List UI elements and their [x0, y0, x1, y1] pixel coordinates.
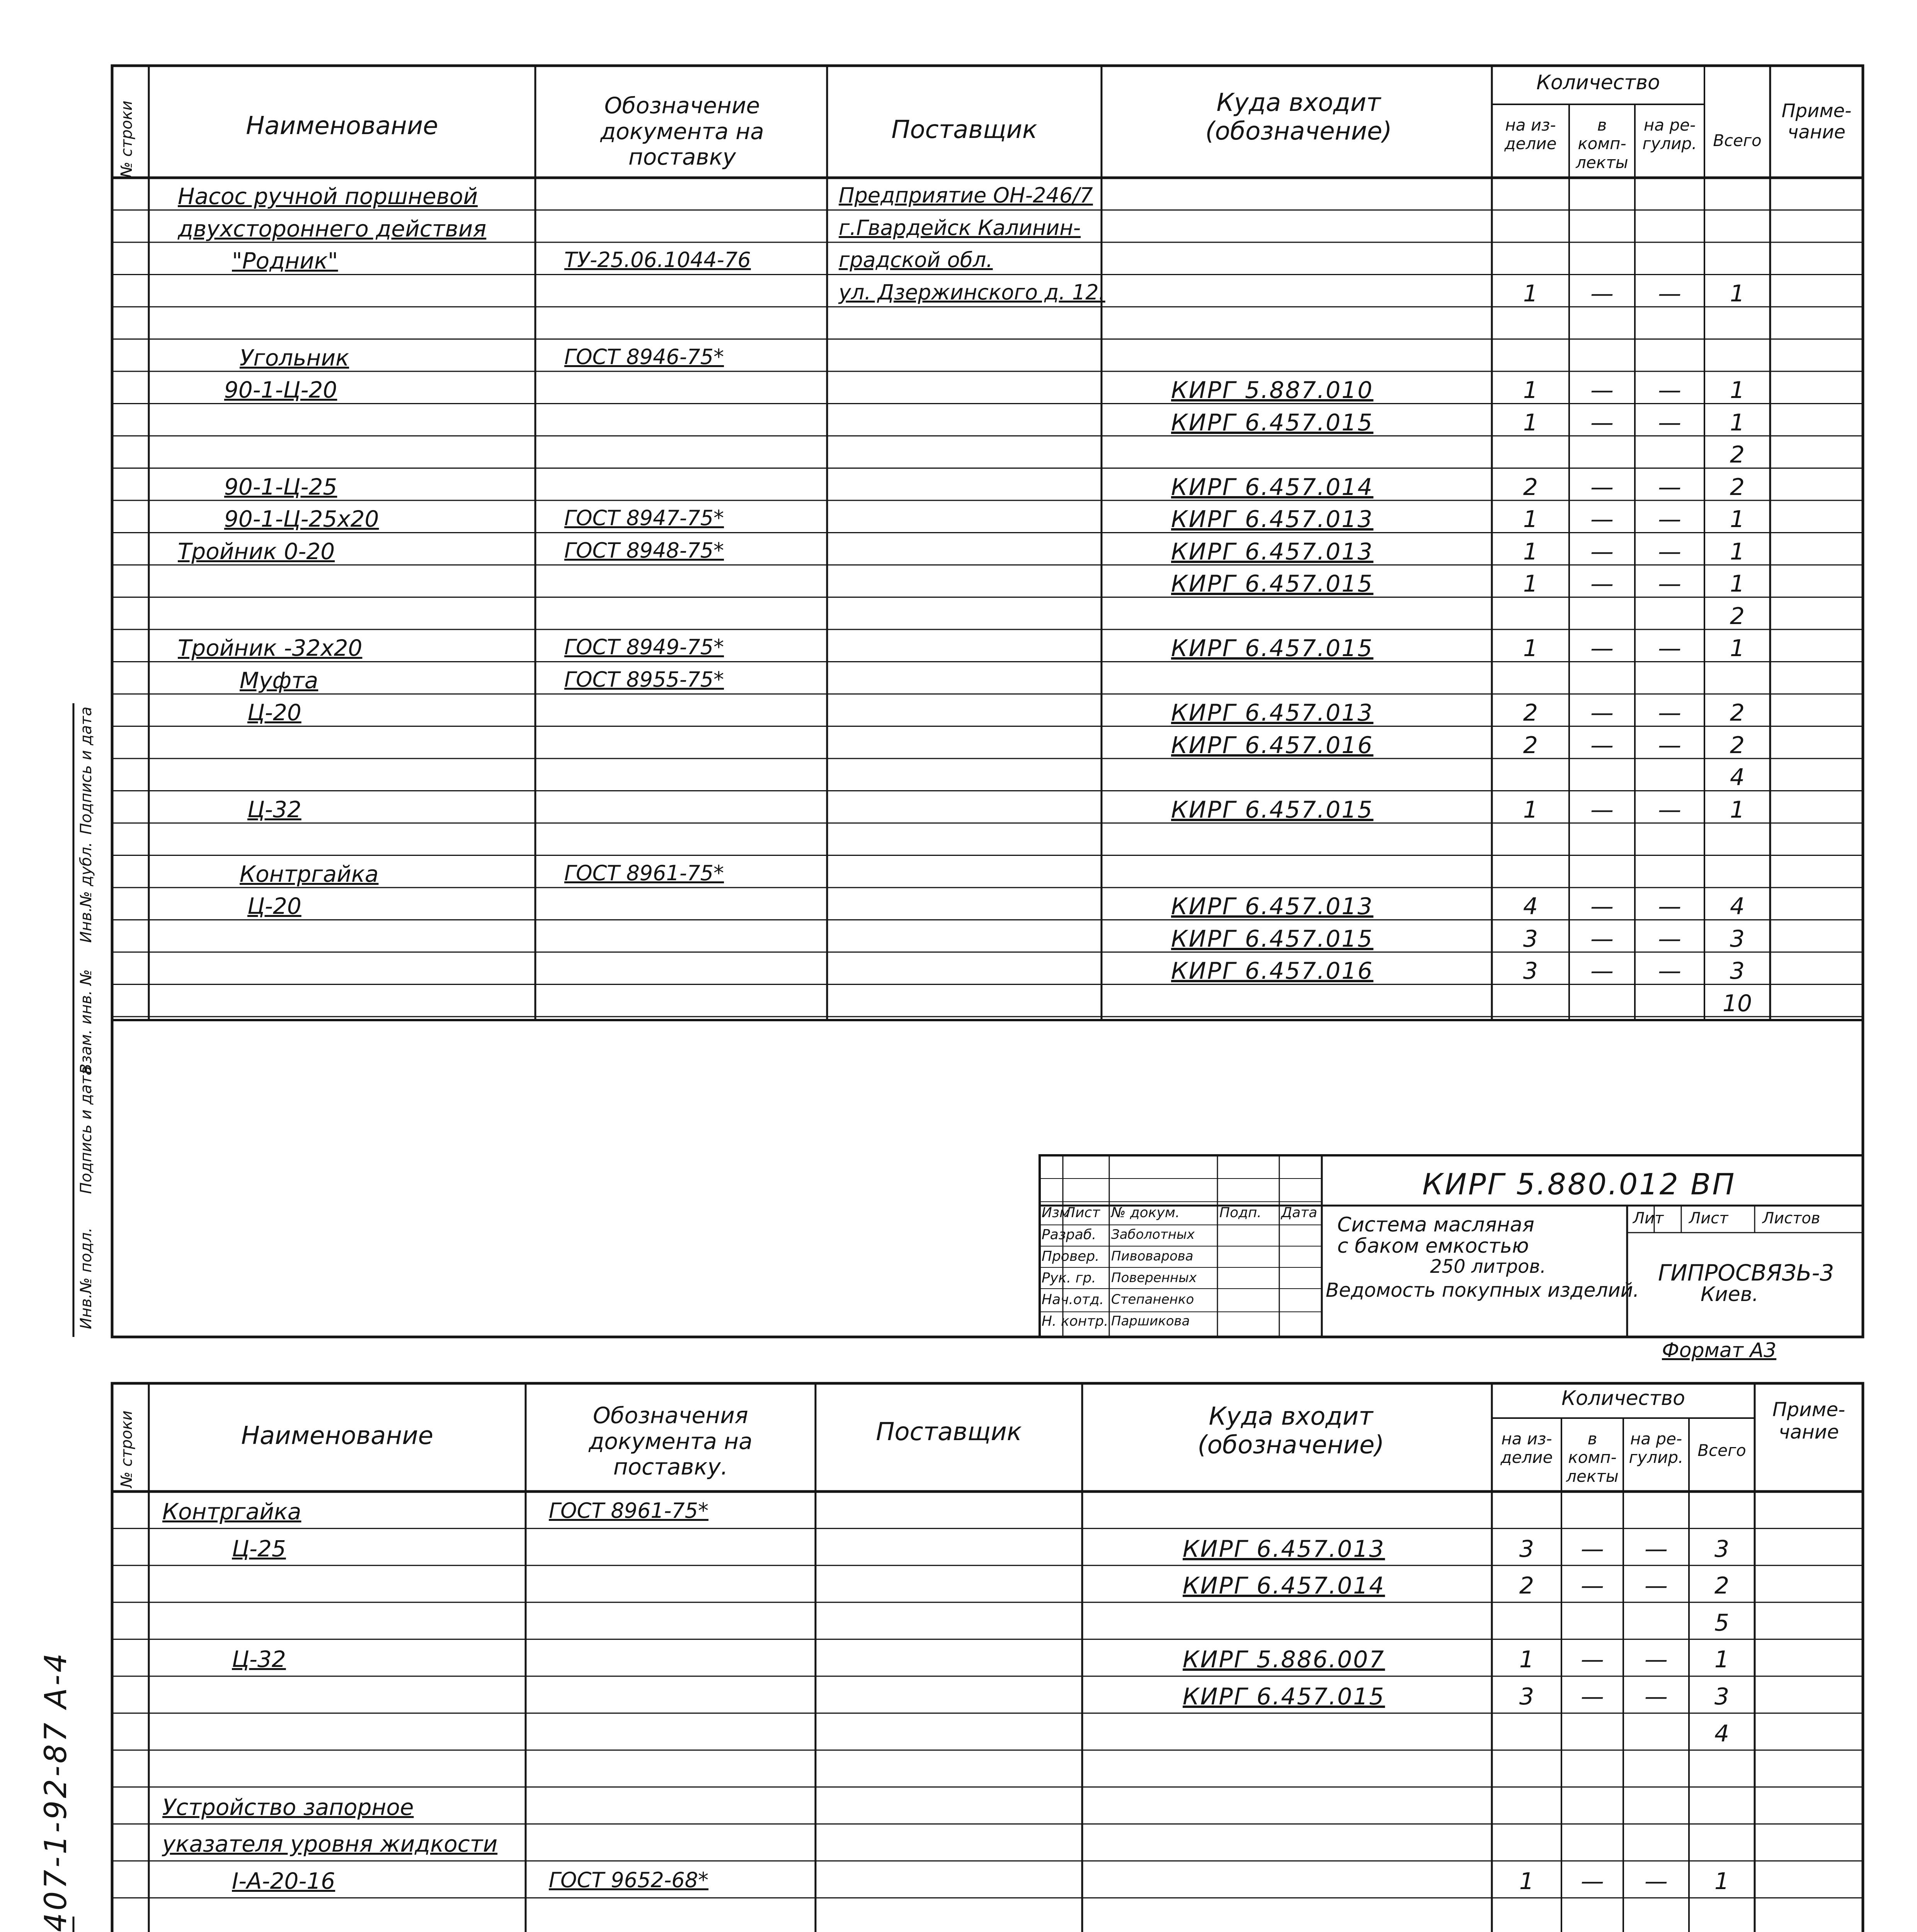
header-qty-reg: на ре-гулир. — [1629, 1429, 1684, 1467]
row-qty-kit: — — [1590, 538, 1614, 565]
row-dest: КИРГ 6.457.015 — [1171, 635, 1374, 662]
row-name: Угольник — [240, 344, 349, 371]
row-supplier: ул. Дзержинского д. 12. — [839, 280, 1105, 304]
header-note: Приме-чание — [1781, 100, 1852, 143]
header-name: Наименование — [246, 112, 438, 140]
row-qty-kit: — — [1590, 731, 1614, 759]
row-name: Ц-32 — [232, 1646, 286, 1673]
row-dest: КИРГ 6.457.014 — [1171, 473, 1374, 501]
row-name: 90-1-Ц-25 — [224, 473, 337, 500]
row-qty-kit: — — [1590, 893, 1614, 920]
row-qty-item: 3 — [1523, 925, 1538, 952]
stamp-role: Провер. — [1042, 1248, 1100, 1264]
header-supplier: Поставщик — [876, 1418, 1022, 1446]
row-qty-item: 2 — [1519, 1572, 1534, 1600]
row-qty-total: 4 — [1714, 1720, 1730, 1747]
row-qty-total: 1 — [1730, 796, 1745, 823]
row-name: Ц-20 — [247, 699, 301, 726]
row-dest: КИРГ 6.457.013 — [1171, 506, 1374, 533]
row-qty-total: 1 — [1730, 409, 1745, 436]
row-doc: ГОСТ 9652-68* — [549, 1868, 709, 1892]
row-doc: ГОСТ 8961-75* — [549, 1498, 709, 1523]
row-qty-kit: — — [1590, 635, 1614, 662]
header-row-no: № строки — [118, 1410, 136, 1488]
row-qty-total: 1 — [1730, 377, 1745, 404]
row-doc: ГОСТ 8948-75* — [564, 538, 724, 563]
row-qty-total: 4 — [1730, 764, 1745, 791]
row-qty-total: 5 — [1714, 1609, 1730, 1636]
row-qty-total: 3 — [1730, 957, 1745, 985]
title-format: Формат А3 — [1662, 1339, 1777, 1362]
row-qty-total: 3 — [1714, 1683, 1730, 1710]
row-dest: КИРГ 6.457.015 — [1171, 925, 1374, 952]
row-qty-reg: — — [1658, 280, 1681, 307]
row-qty-reg: — — [1645, 1646, 1668, 1673]
row-dest: КИРГ 5.887.010 — [1171, 377, 1374, 404]
row-doc: ГОСТ 8949-75* — [564, 635, 724, 659]
row-dest: КИРГ 6.457.016 — [1171, 731, 1374, 759]
sheet-2 — [0, 1376, 1917, 1932]
row-name: Ц-20 — [247, 893, 301, 919]
row-qty-item: 1 — [1523, 570, 1538, 597]
row-name: I-А-20-16 — [232, 1868, 335, 1894]
row-qty-kit: — — [1590, 796, 1614, 823]
row-dest: КИРГ 6.457.015 — [1171, 409, 1374, 436]
margin-label-1: Инв.№ подл. — [77, 1227, 95, 1329]
row-qty-reg: — — [1645, 1683, 1668, 1710]
row-doc: ГОСТ 8955-75* — [564, 667, 724, 692]
row-qty-total: 1 — [1730, 570, 1745, 597]
title-line-4: Ведомость покупных изделий. — [1326, 1279, 1639, 1301]
header-qty-title: Количество — [1536, 71, 1660, 94]
title-lists-label: Листов — [1762, 1209, 1820, 1227]
header-doc: Обозначение документа на поставку — [600, 92, 764, 170]
title-line-1: Система масляная — [1337, 1213, 1534, 1236]
row-qty-item: 3 — [1523, 957, 1538, 985]
stamp-person: Степаненко — [1111, 1292, 1194, 1307]
row-qty-item: 3 — [1519, 1683, 1534, 1710]
header-qty-item: на из-делие — [1500, 1429, 1553, 1467]
row-dest: КИРГ 6.457.013 — [1171, 699, 1374, 726]
header-qty-total: Всего — [1713, 131, 1762, 150]
row-qty-reg: — — [1658, 796, 1681, 823]
row-qty-kit: — — [1590, 280, 1614, 307]
stamp-person: Поверенных — [1111, 1270, 1197, 1286]
row-qty-kit: — — [1590, 570, 1614, 597]
row-name: Ц-32 — [247, 796, 301, 823]
stamp-role: Нач.отд. — [1042, 1292, 1104, 1308]
row-qty-reg: — — [1658, 699, 1681, 726]
row-qty-item: 1 — [1523, 377, 1538, 404]
row-dest: КИРГ 6.457.013 — [1183, 1535, 1385, 1563]
header-qty-title: Количество — [1561, 1387, 1685, 1410]
header-note: Приме-чание — [1772, 1398, 1845, 1443]
row-qty-reg: — — [1658, 893, 1681, 920]
row-name: Насос ручной поршневой — [178, 183, 478, 209]
row-qty-reg: — — [1645, 1572, 1668, 1600]
margin-label-3: Взам. инв. № — [77, 969, 95, 1074]
row-qty-reg: — — [1658, 473, 1681, 501]
stamp-role: Разраб. — [1042, 1227, 1096, 1243]
row-qty-reg: — — [1658, 409, 1681, 436]
row-name: Муфта — [240, 667, 318, 694]
header-name: Наименование — [241, 1422, 434, 1450]
row-qty-reg: — — [1658, 731, 1681, 759]
row-qty-kit: — — [1590, 506, 1614, 533]
margin-label-5: Подпись и дата — [77, 706, 95, 835]
row-name: Тройник 0-20 — [178, 538, 335, 565]
stamp-col-label: Дата — [1281, 1205, 1318, 1221]
row-qty-reg: — — [1658, 538, 1681, 565]
header-supplier: Поставщик — [891, 116, 1037, 144]
row-qty-kit: — — [1581, 1535, 1604, 1563]
row-qty-item: 1 — [1523, 506, 1538, 533]
margin-label-2: Подпись и дата — [77, 1066, 95, 1194]
row-qty-total: 4 — [1730, 893, 1745, 920]
header-dest: Куда входит (обозначение) — [1197, 1402, 1384, 1459]
title-org-1: ГИПРОСВЯЗЬ-3 — [1658, 1260, 1834, 1286]
row-qty-total: 1 — [1730, 538, 1745, 565]
row-doc: ГОСТ 8961-75* — [564, 861, 724, 885]
row-name: 90-1-Ц-20 — [224, 377, 337, 403]
row-doc: ГОСТ 8946-75* — [564, 344, 724, 369]
row-qty-total: 10 — [1722, 990, 1752, 1017]
row-qty-total: 2 — [1714, 1572, 1730, 1600]
row-name: двухстороннего действия — [178, 215, 487, 242]
row-qty-total: 2 — [1730, 731, 1745, 759]
row-doc: ГОСТ 8947-75* — [564, 506, 724, 530]
row-qty-kit: — — [1590, 699, 1614, 726]
title-list-label: Лист — [1689, 1209, 1728, 1227]
row-qty-item: 1 — [1523, 796, 1538, 823]
title-line-3: 250 литров. — [1430, 1256, 1546, 1277]
header-doc: Обозначения документа на поставку. — [589, 1402, 752, 1480]
row-name: 90-1-Ц-25х20 — [224, 506, 379, 532]
title-line-2: с баком емкостью — [1337, 1235, 1529, 1258]
row-qty-reg: — — [1645, 1868, 1668, 1895]
stamp-col-label: Подп. — [1219, 1205, 1262, 1221]
row-qty-item: 2 — [1523, 731, 1538, 759]
row-name: Контргайка — [240, 861, 379, 887]
row-name: Устройство запорное — [162, 1794, 414, 1820]
row-qty-total: 1 — [1730, 280, 1745, 307]
row-qty-total: 2 — [1730, 602, 1745, 630]
row-dest: КИРГ 5.886.007 — [1183, 1646, 1385, 1673]
header-qty-kit: в комп-лекты — [1566, 1429, 1619, 1486]
row-qty-item: 1 — [1523, 538, 1538, 565]
header-dest: Куда входит (обозначение) — [1205, 88, 1392, 146]
row-dest: КИРГ 6.457.015 — [1171, 796, 1374, 823]
row-qty-total: 1 — [1730, 506, 1745, 533]
row-doc: ТУ-25.06.1044-76 — [564, 248, 751, 272]
row-qty-kit: — — [1590, 409, 1614, 436]
row-qty-kit: — — [1590, 473, 1614, 501]
row-qty-item: 1 — [1519, 1868, 1534, 1895]
title-lit-label: Лит — [1633, 1209, 1664, 1227]
stamp-role: Рук. гр. — [1042, 1270, 1096, 1286]
row-name: Тройник -32х20 — [178, 635, 363, 661]
row-dest: КИРГ 6.457.014 — [1183, 1572, 1385, 1600]
row-qty-reg: — — [1658, 925, 1681, 952]
row-qty-kit: — — [1581, 1868, 1604, 1895]
title-code: КИРГ 5.880.012 ВП — [1422, 1167, 1736, 1201]
row-qty-item: 1 — [1523, 409, 1538, 436]
stamp-col-label: Лист — [1065, 1205, 1100, 1221]
row-qty-total: 2 — [1730, 441, 1745, 468]
row-qty-item: 1 — [1523, 635, 1538, 662]
row-qty-reg: — — [1658, 377, 1681, 404]
row-name: Ц-25 — [232, 1535, 286, 1562]
row-qty-reg: — — [1645, 1535, 1668, 1563]
row-qty-total: 2 — [1730, 473, 1745, 501]
row-dest: КИРГ 6.457.013 — [1171, 538, 1374, 565]
header-qty-reg: на ре-гулир. — [1642, 116, 1697, 153]
stamp-person: Паршикова — [1111, 1313, 1190, 1329]
row-supplier: Предприятие ОН-246/7 — [839, 183, 1093, 207]
row-name: "Родник" — [232, 248, 338, 274]
row-qty-kit: — — [1581, 1572, 1604, 1600]
row-qty-total: 2 — [1730, 699, 1745, 726]
header-qty-item: на из-делие — [1504, 116, 1557, 153]
margin-label-4: Инв.№ дубл. — [77, 842, 95, 943]
row-qty-reg: — — [1658, 635, 1681, 662]
row-qty-kit: — — [1590, 377, 1614, 404]
row-qty-item: 4 — [1523, 893, 1538, 920]
row-qty-total: 3 — [1714, 1535, 1730, 1563]
row-name: Контргайка — [162, 1498, 301, 1525]
row-qty-item: 2 — [1523, 473, 1538, 501]
stamp-col-label: № докум. — [1111, 1205, 1180, 1221]
header-qty-total: Всего — [1697, 1441, 1746, 1460]
stamp-role: Н. контр. — [1042, 1313, 1108, 1329]
row-qty-total: 1 — [1714, 1868, 1730, 1895]
row-qty-item: 3 — [1519, 1535, 1534, 1563]
row-qty-item: 1 — [1519, 1646, 1534, 1673]
row-qty-kit: — — [1590, 925, 1614, 952]
side-stamp: 407-1-92-87 А-4 — [39, 1651, 73, 1932]
row-qty-total: 3 — [1730, 925, 1745, 952]
stamp-col-label: Изм — [1042, 1205, 1070, 1221]
row-supplier: градской обл. — [839, 248, 993, 272]
row-dest: КИРГ 6.457.013 — [1171, 893, 1374, 920]
header-qty-kit: в комп-лекты — [1576, 116, 1628, 172]
row-qty-kit: — — [1581, 1683, 1604, 1710]
row-qty-reg: — — [1658, 506, 1681, 533]
row-qty-total: 1 — [1714, 1646, 1730, 1673]
row-qty-total: 1 — [1730, 635, 1745, 662]
row-dest: КИРГ 6.457.015 — [1171, 570, 1374, 597]
row-qty-item: 1 — [1523, 280, 1538, 307]
stamp-person: Пивоварова — [1111, 1248, 1193, 1264]
row-qty-kit: — — [1590, 957, 1614, 985]
row-supplier: г.Гвардейск Калинин- — [839, 215, 1081, 240]
row-qty-reg: — — [1658, 570, 1681, 597]
stamp-person: Заболотных — [1111, 1227, 1195, 1242]
row-qty-reg: — — [1658, 957, 1681, 985]
header-row-no: № строки — [118, 100, 136, 178]
row-qty-item: 2 — [1523, 699, 1538, 726]
row-dest: КИРГ 6.457.016 — [1171, 957, 1374, 985]
row-name: указателя уровня жидкости — [162, 1831, 498, 1857]
title-org-2: Киев. — [1701, 1283, 1759, 1306]
row-dest: КИРГ 6.457.015 — [1183, 1683, 1385, 1710]
row-qty-kit: — — [1581, 1646, 1604, 1673]
